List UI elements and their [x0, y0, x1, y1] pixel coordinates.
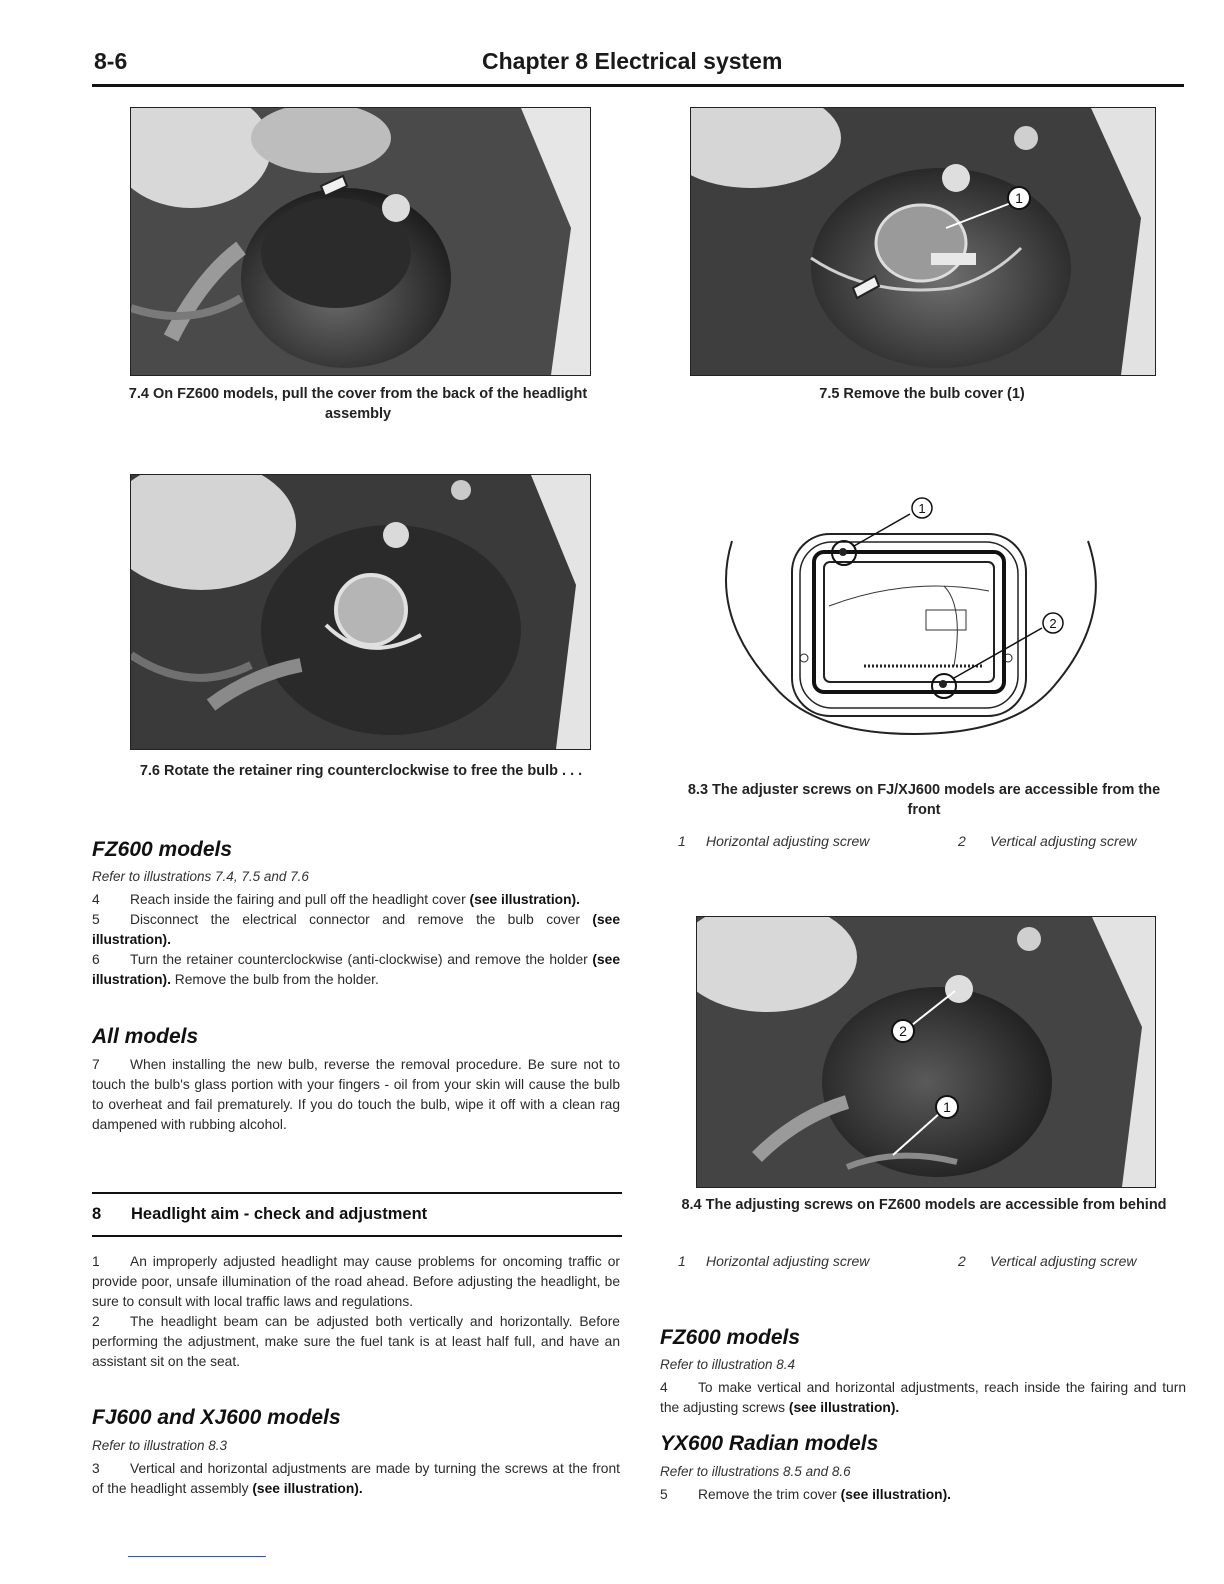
page-number: 8-6	[94, 48, 128, 74]
header-rule	[92, 84, 1184, 87]
see-illustration: (see illustration).	[788, 1400, 900, 1415]
section-rule-top	[92, 1192, 622, 1194]
paragraph-number: 5	[660, 1487, 668, 1502]
paragraph-number: 2	[92, 1314, 100, 1329]
caption-8-4: 8.4 The adjusting screws on FZ600 models are accessible from behind	[681, 1197, 1167, 1213]
caption-8-3: 8.3 The adjuster screws on FJ/XJ600 models are accessible from the front	[687, 782, 1161, 818]
paragraph-7-left	[92, 1055, 620, 1135]
caption-7-4: 7.4 On FZ600 models, pull the cover from the back of the headlight assembly	[128, 386, 588, 422]
callout-1-7-5: 1	[1015, 190, 1023, 206]
ref-yx600: Refer to illustrations 8.5 and 8.6	[660, 1464, 851, 1479]
photo-7-6	[130, 474, 591, 750]
photo-7-4	[130, 107, 591, 376]
section-rule-bottom	[92, 1235, 622, 1237]
paragraph-5-left	[92, 910, 620, 950]
legend-8-3-text-2: Vertical adjusting screw	[990, 833, 1137, 849]
heading-fj600-xj600: FJ600 and XJ600 models	[92, 1406, 341, 1429]
paragraph-tail: Remove the bulb from the holder.	[174, 972, 379, 987]
paragraphs-fz600-right	[660, 1378, 1186, 1418]
heading-fz600-left: FZ600 models	[92, 838, 233, 861]
paragraphs-section-8	[92, 1252, 620, 1372]
paragraph-number: 4	[660, 1380, 668, 1395]
ref-fz600-right: Refer to illustration 8.4	[660, 1357, 796, 1372]
ref-fj600: Refer to illustration 8.3	[92, 1438, 228, 1453]
photo-7-5	[690, 107, 1156, 376]
see-illustration: (see illustration).	[840, 1487, 952, 1502]
paragraph-number: 5	[92, 912, 100, 927]
see-illustration: (see illustration).	[469, 892, 580, 907]
see-illustration: (see illustration).	[92, 912, 620, 947]
paragraph-text: To make vertical and horizontal adjustments, reach inside the fairing and turn the adjusting screws	[660, 1380, 1186, 1415]
callout-2-8-3: 2	[1049, 616, 1057, 631]
paragraph-text: Reach inside the fairing and pull off the headlight cover	[130, 892, 466, 907]
paragraph-number: 1	[92, 1254, 100, 1269]
heading-all-models: All models	[92, 1025, 199, 1048]
callout-2-8-4: 2	[899, 1023, 907, 1039]
paragraph-s3	[92, 1459, 620, 1499]
paragraph-text: When installing the new bulb, reverse the removal procedure. Be sure not to touch the bulb's glass portion with your fingers - oil from your skin will cause the bulb to overheat and fail prematurely. If you do touch the bulb, wipe it off with a clean rag dampened with rubbing alcohol.	[92, 1057, 620, 1132]
paragraph-number: 6	[92, 952, 100, 967]
caption-7-5: 7.5 Remove the bulb cover (1)	[819, 386, 1025, 402]
paragraph-number: 4	[92, 892, 100, 907]
heading-fz600-right: FZ600 models	[660, 1326, 801, 1349]
paragraph-4-left	[92, 890, 620, 910]
paragraph-text: Turn the retainer counterclockwise (anti-clockwise) and remove the holder	[130, 952, 588, 967]
legend-8-4-text-2: Vertical adjusting screw	[990, 1253, 1137, 1269]
footer-link-underline	[128, 1556, 266, 1557]
paragraph-number: 3	[92, 1461, 100, 1476]
diagram-8-3	[714, 496, 1104, 746]
see-illustration: (see illustration).	[92, 952, 620, 987]
paragraphs-all-models	[92, 1055, 620, 1135]
paragraph-text: Remove the trim cover	[698, 1487, 837, 1502]
legend-8-3-num-2: 2	[958, 833, 966, 849]
paragraphs-fz600-left	[92, 890, 620, 990]
legend-8-4-num-1: 1	[678, 1253, 686, 1269]
paragraph-s1	[92, 1252, 620, 1312]
legend-8-3-num-1: 1	[678, 833, 686, 849]
ref-fz600-left: Refer to illustrations 7.4, 7.5 and 7.6	[92, 869, 309, 884]
paragraphs-yx600	[660, 1485, 1186, 1505]
callout-1-8-4: 1	[943, 1099, 951, 1115]
callout-1-8-3: 1	[918, 501, 926, 516]
caption-7-6: 7.6 Rotate the retainer ring counterclockwise to free the bulb . . .	[139, 763, 583, 779]
legend-8-4-num-2: 2	[958, 1253, 966, 1269]
paragraph-text: The headlight beam can be adjusted both vertically and horizontally. Before performing the adjustment, make sure the fuel tank is at least half full, and have an assistant sit on the seat.	[92, 1314, 620, 1369]
section-number: 8	[92, 1205, 102, 1223]
legend-8-4-text-1: Horizontal adjusting screw	[706, 1253, 870, 1269]
paragraph-5-right	[660, 1485, 1186, 1505]
paragraph-text: An improperly adjusted headlight may cause problems for oncoming traffic or provide poor, unsafe illumination of the road ahead. Before adjusting the headlight, be sure to consult with local traffic laws and regulations.	[92, 1254, 620, 1309]
paragraph-number: 7	[92, 1057, 100, 1072]
paragraph-text: Disconnect the electrical connector and remove the bulb cover	[130, 912, 580, 927]
photo-8-4	[696, 916, 1156, 1188]
chapter-title: Chapter 8 Electrical system	[482, 48, 783, 74]
heading-yx600: YX600 Radian models	[660, 1432, 879, 1455]
paragraph-text: Vertical and horizontal adjustments are made by turning the screws at the front of the headlight assembly	[92, 1461, 620, 1496]
section-title: Headlight aim - check and adjustment	[131, 1205, 428, 1223]
see-illustration: (see illustration).	[252, 1481, 363, 1496]
paragraph-6-left	[92, 950, 620, 990]
paragraph-s2	[92, 1312, 620, 1372]
legend-8-3-text-1: Horizontal adjusting screw	[706, 833, 870, 849]
paragraphs-fj600	[92, 1459, 620, 1499]
paragraph-4-right	[660, 1378, 1186, 1418]
